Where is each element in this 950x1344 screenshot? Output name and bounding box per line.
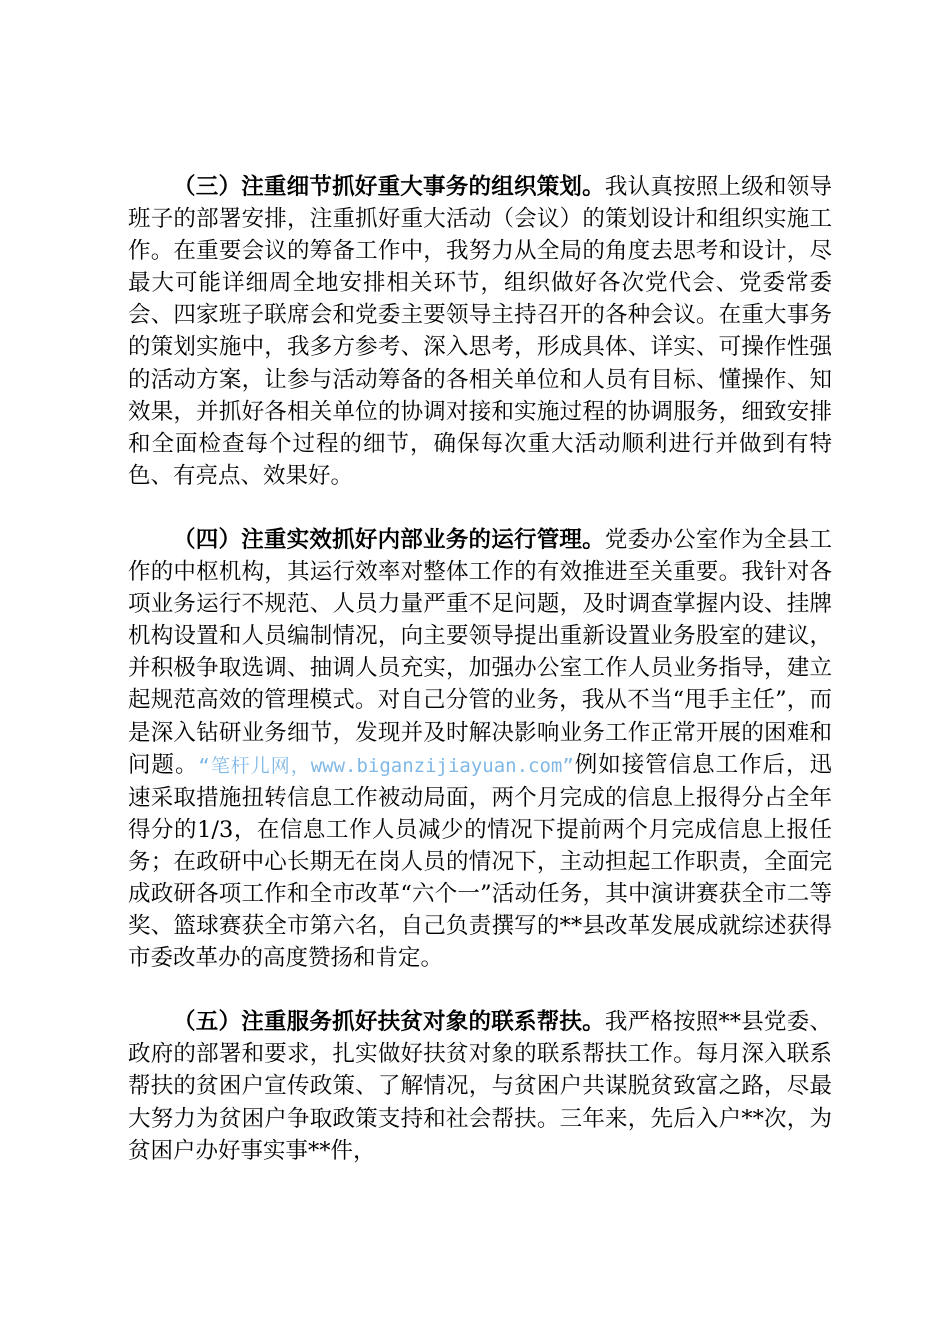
paragraph-5-heading: （五）注重服务抓好扶贫对象的联系帮扶。 xyxy=(173,1009,605,1036)
paragraph-3 xyxy=(128,171,832,492)
paragraph-gap xyxy=(128,974,832,1006)
paragraph-5-text: 我严格按照**县党委、政府的部署和要求，扎实做好扶贫对象的联系帮扶工作。每月深入联系帮扶的贫困户宣传政策、了解情况，与贫困户共谋脱贫致富之路，尽最大努力为贫困户争取政策支持和社会帮扶。三年来，先后入户**次，为贫困户办好事实事**件， xyxy=(128,1009,832,1164)
watermark-text: “笔杆儿网，www.biganzijiayuan.com” xyxy=(198,754,574,777)
paragraph-4-text-before: 党委办公室作为全县工作的中枢机构，其运行效率对整体工作的有效推进至关重要。我针对各项业务运行不规范、人员力量严重不足问题，及时调查掌握内设、挂牌机构设置和人员编制情况，向主要领导提出重新设置业务股室的建议，并积极争取选调、抽调人员充实，加强办公室工作人员业务指导，建立起规范高效的管理模式。对自己分管的业务，我从不当“甩手主任”，而是深入钻研业务细节，发现并及时解决影响业务工作正常开展的困难和问题。 xyxy=(128,526,832,778)
paragraph-4 xyxy=(128,524,832,974)
document-body xyxy=(128,171,832,1167)
paragraph-gap xyxy=(128,492,832,524)
paragraph-4-heading: （四）注重实效抓好内部业务的运行管理。 xyxy=(173,526,605,553)
paragraph-4-text-after: 例如接管信息工作后，迅速采取措施扭转信息工作被动局面，两个月完成的信息上报得分占全年得分的1/3，在信息工作人员减少的情况下提前两个月完成信息上报任务；在政研中心长期无在岗人员的情况下，主动担起工作职责，全面完成政研各项工作和全市改革“六个一”活动任务，其中演讲赛获全市二等奖、篮球赛获全市第六名，自己负责撰写的**县改革发展成就综述获得市委改革办的高度赞扬和肯定。 xyxy=(128,751,832,972)
paragraph-3-heading: （三）注重细节抓好重大事务的组织策划。 xyxy=(173,174,605,200)
paragraph-5 xyxy=(128,1006,832,1166)
paragraph-3-text: 我认真按照上级和领导班子的部署安排，注重抓好重大活动（会议）的策划设计和组织实施工作。在重要会议的筹备工作中，我努力从全局的角度去思考和设计，尽最大可能详细周全地安排相关环节，组织做好各次党代会、党委常委会、四家班子联席会和党委主要领导主持召开的各种会议。在重大事务的策划实施中，我多方参考、深入思考，形成具体、详实、可操作性强的活动方案，让参与活动筹备的各相关单位和人员有目标、懂操作、知效果，并抓好各相关单位的协调对接和实施过程的协调服务，细致安排和全面检查每个过程的细节，确保每次重大活动顺利进行并做到有特色、有亮点、效果好。 xyxy=(128,174,832,489)
